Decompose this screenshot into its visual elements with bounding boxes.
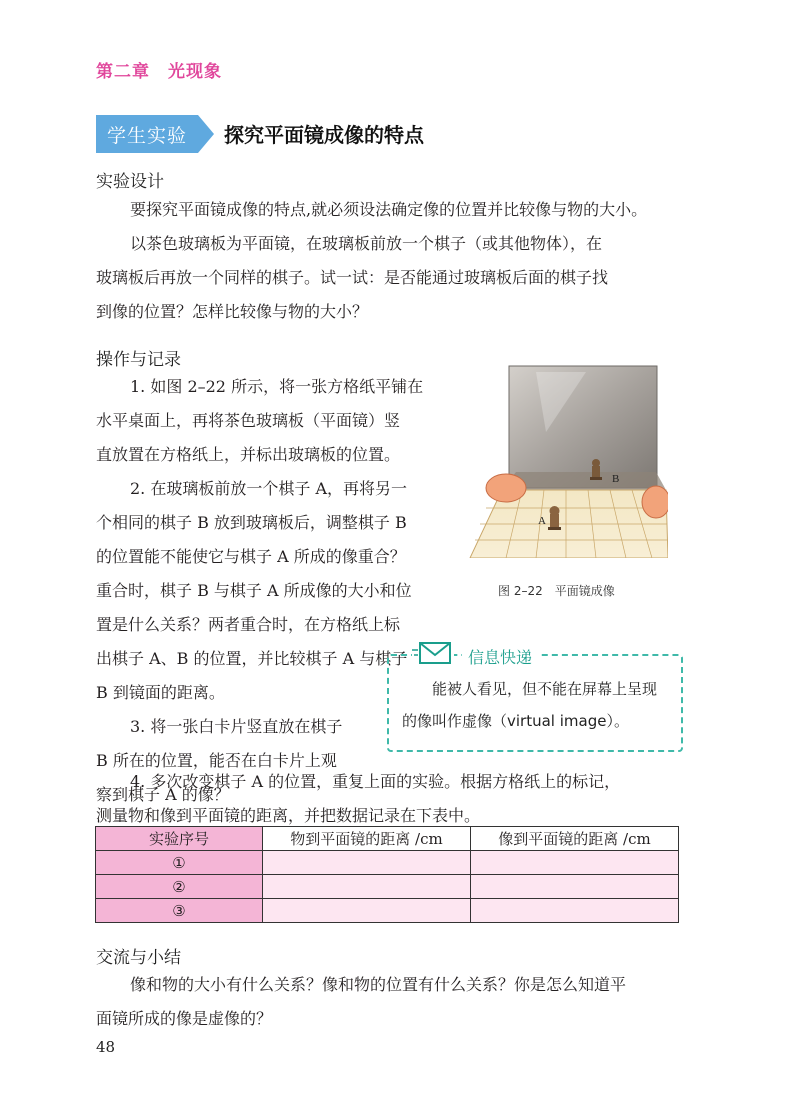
data-table (95, 826, 679, 923)
table-cell-image-distance (471, 899, 679, 923)
envelope-icon (412, 640, 454, 666)
step-4-line-2: 测量物和像到平面镜的距离，并把数据记录在下表中。 (96, 806, 481, 825)
step-3-line-2: B 所在的位置，能否在白卡片上观 (96, 751, 337, 770)
label-b: B (612, 473, 620, 485)
table-header-cell: 物到平面镜的距离 /cm (263, 827, 471, 851)
step-1-line-1: 1. 如图 2–22 所示，将一张方格纸平铺在 (130, 377, 424, 396)
table-cell-object-distance (263, 899, 471, 923)
step-2-line-2: 个相同的棋子 B 放到玻璃板后，调整棋子 B (96, 513, 407, 532)
design-heading: 实验设计 (96, 172, 164, 192)
table-cell-object-distance (263, 851, 471, 875)
chapter-header: 第二章 光现象 (96, 62, 222, 82)
lab-title: 探究平面镜成像的特点 (224, 123, 424, 147)
figure-caption: 图 2–22 平面镜成像 (498, 584, 615, 598)
step-3-line-3: 察到棋子 A 的像？ (96, 785, 230, 804)
step-2-line-7: B 到镜面的距离。 (96, 683, 225, 702)
step-4-line-1: 4. 多次改变棋子 A 的位置，重复上面的实验。根据方格纸上的标记， (130, 772, 621, 791)
summary-line-1: 像和物的大小有什么关系？像和物的位置有什么关系？你是怎么知道平 (130, 975, 627, 994)
step-3-line-1: 3. 将一张白卡片竖直放在棋子 (130, 717, 343, 736)
design-paragraph-1: 要探究平面镜成像的特点,就必须设法确定像的位置并比较像与物的大小。 (130, 200, 648, 219)
step-2-line-4: 重合时，棋子 B 与棋子 A 所成像的大小和位 (96, 581, 412, 600)
step-2-line-1: 2. 在玻璃板前放一个棋子 A，再将另一 (130, 479, 407, 498)
table-row (96, 875, 679, 899)
design-paragraph-2-line-3: 到像的位置？怎样比较像与物的大小？ (96, 302, 369, 321)
tag-arrow-icon (198, 115, 214, 153)
table-cell-index: ③ (96, 899, 263, 923)
info-text: 能被人看见，但不能在屏幕上呈现的像叫作虚像（virtual image）。 (402, 680, 658, 730)
page-number: 48 (96, 1038, 116, 1056)
step-1-line-3: 直放置在方格纸上，并标出玻璃板的位置。 (96, 445, 401, 464)
summary-line-2: 面镜所成的像是虚像的？ (96, 1009, 273, 1028)
design-paragraph-2-line-2: 玻璃板后再放一个同样的棋子。试一试：是否能通过玻璃板后面的棋子找 (96, 268, 609, 287)
table-header-cell: 像到平面镜的距离 /cm (471, 827, 679, 851)
table-row (96, 851, 679, 875)
table-cell-object-distance (263, 875, 471, 899)
lab-tag: 学生实验 (96, 115, 198, 153)
table-cell-index: ① (96, 851, 263, 875)
mirror-experiment-figure (466, 362, 668, 558)
table-cell-image-distance (471, 875, 679, 899)
glass-plate (509, 366, 657, 488)
design-paragraph-2-line-1: 以茶色玻璃板为平面镜，在玻璃板前放一个棋子（或其他物体），在 (130, 234, 603, 253)
left-stand (486, 474, 526, 502)
ops-heading: 操作与记录 (96, 350, 181, 370)
grid-paper-back (502, 472, 666, 490)
table-row (96, 899, 679, 923)
summary-heading: 交流与小结 (96, 948, 181, 968)
table-cell-image-distance (471, 851, 679, 875)
step-2-line-6: 出棋子 A、B 的位置，并比较棋子 A 与棋子 (96, 649, 408, 668)
table-cell-index: ② (96, 875, 263, 899)
step-2-line-5: 置是什么关系？两者重合时，在方格纸上标 (96, 615, 401, 634)
info-title: 信息快递 (462, 645, 538, 668)
step-2-line-3: 的位置能不能使它与棋子 A 所成的像重合？ (96, 547, 406, 566)
step-1-line-2: 水平桌面上，再将茶色玻璃板（平面镜）竖 (96, 411, 401, 430)
table-header-cell: 实验序号 (96, 827, 263, 851)
right-stand (642, 486, 668, 518)
label-a: A (538, 515, 546, 527)
